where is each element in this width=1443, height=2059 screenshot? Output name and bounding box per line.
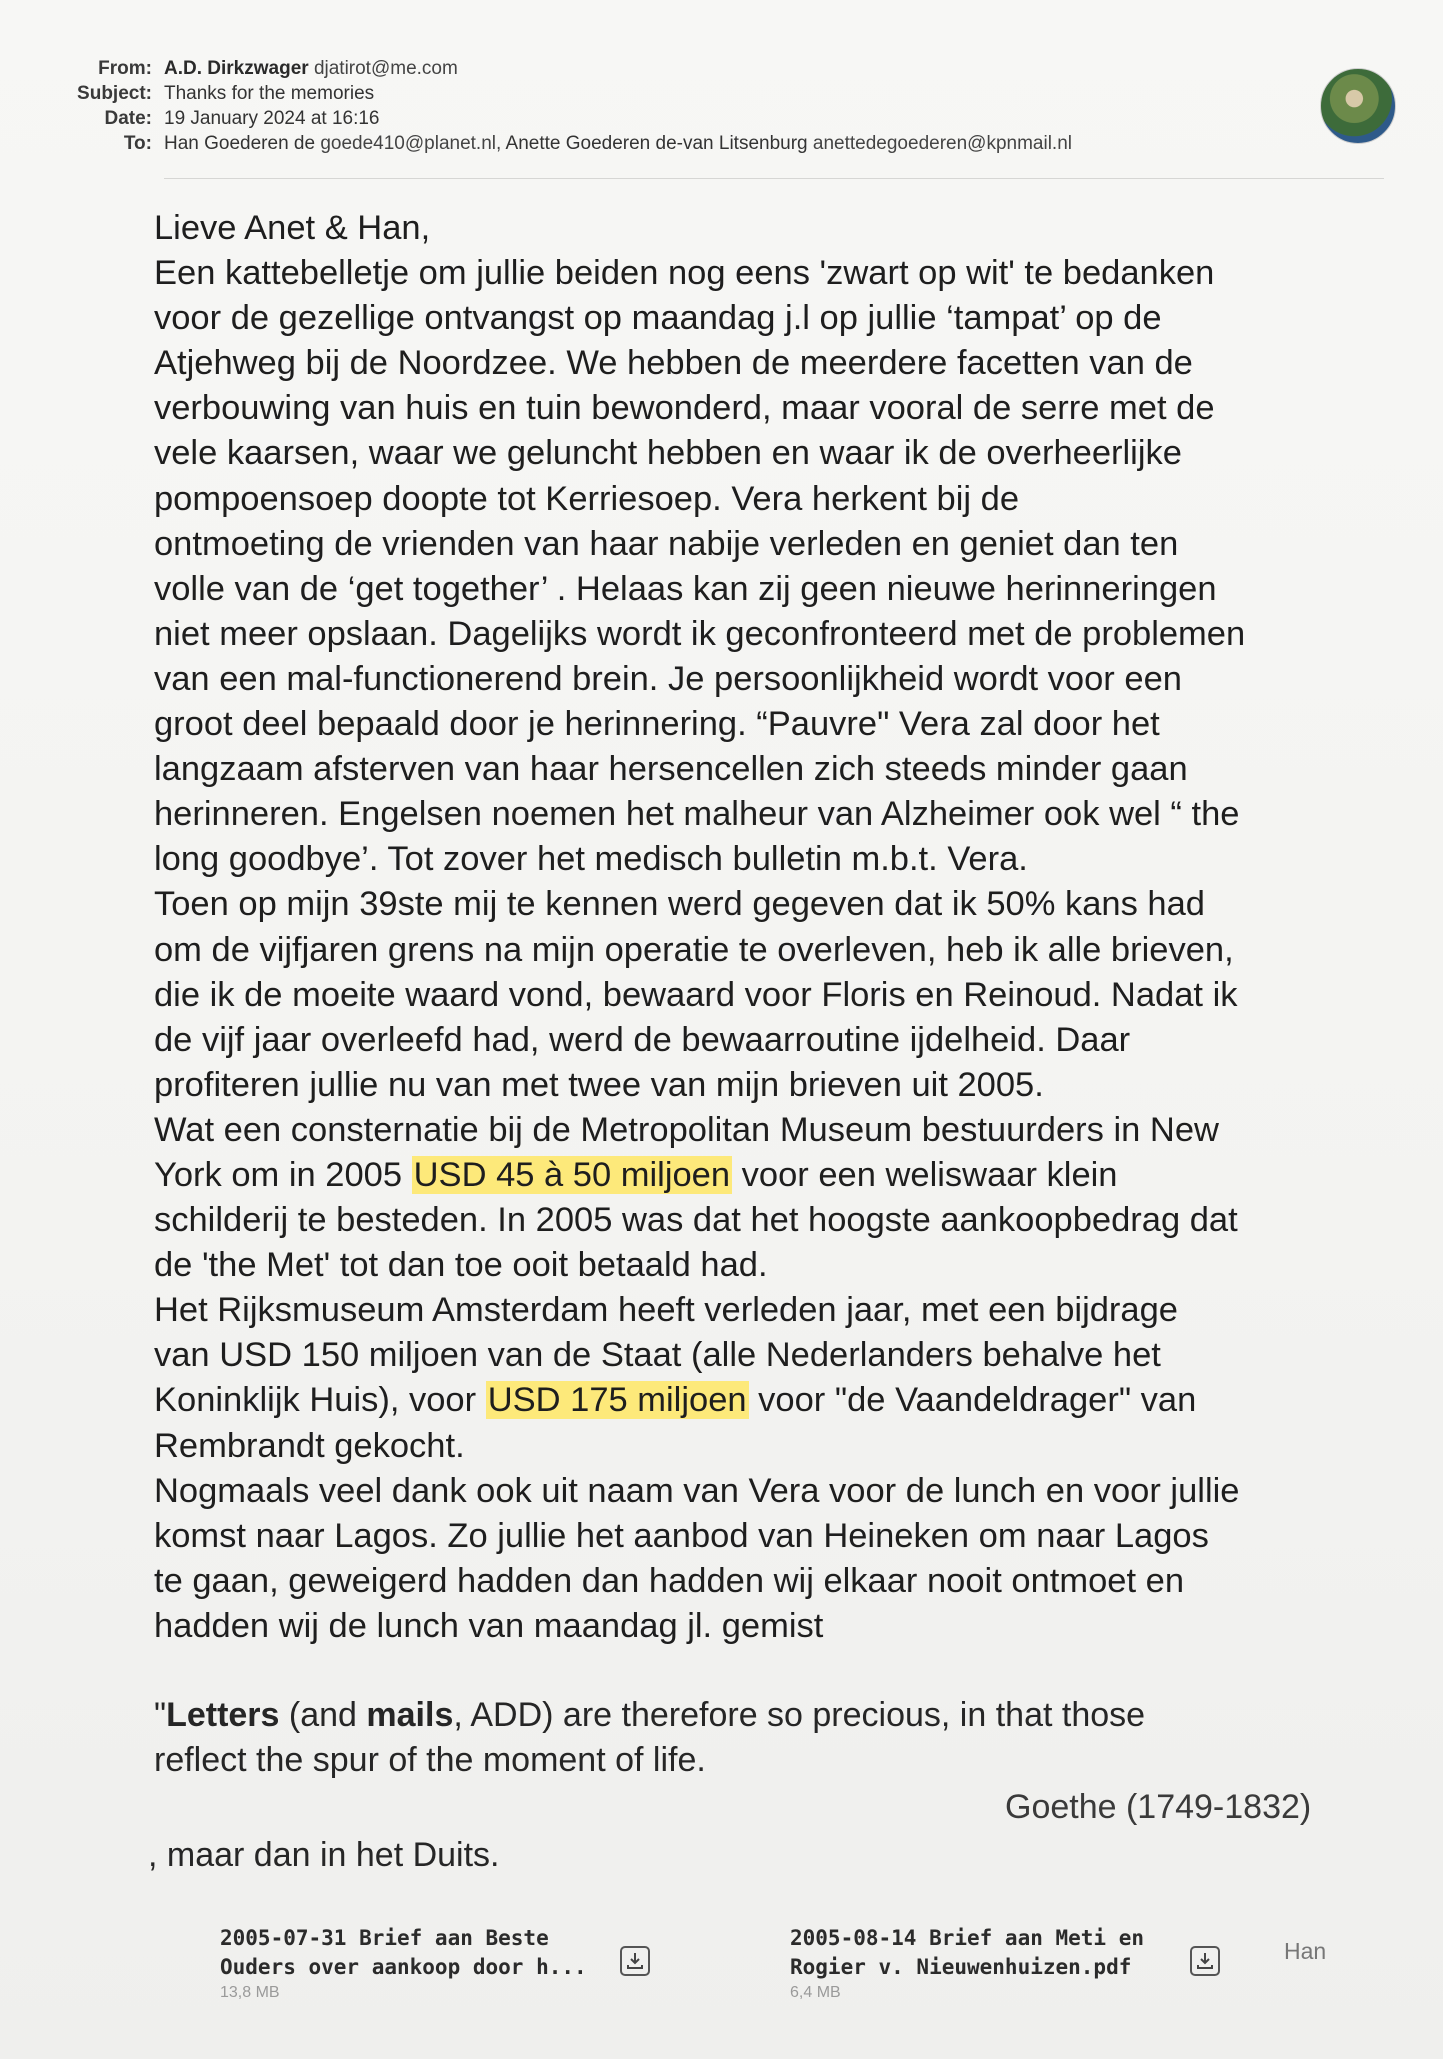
closing-remark: , maar dan in het Duits. — [148, 1836, 500, 1874]
attachment-1[interactable] — [220, 1924, 587, 2002]
sender-email[interactable]: djatirot@me.com — [313, 58, 458, 79]
to-row — [40, 133, 1340, 158]
body-line: volle van de ‘get together’ . Helaas kan zij geen nieuwe herinneringen — [154, 569, 1217, 608]
attachment-1-name-line1[interactable]: 2005-07-31 Brief aan Beste — [220, 1926, 549, 1950]
body-line: profiteren jullie nu van met twee van mijn brieven uit 2005. — [154, 1065, 1044, 1104]
attachment-1-name-line2[interactable]: Ouders over aankoop door h... — [220, 1955, 587, 1979]
body-line: Toen op mijn 39ste mij te kennen werd gegeven dat ik 50% kans had — [154, 885, 1205, 924]
body-line: Lieve Anet & Han, — [154, 209, 431, 247]
recipient-2-name[interactable]: Anette Goederen de-van Litsenburg — [505, 133, 808, 154]
date-label: Date: — [104, 108, 152, 129]
attachment-2-name-line2[interactable]: Rogier v. Nieuwenhuizen.pdf — [790, 1955, 1132, 1979]
body-line: van een mal-functionerend brein. Je persoonlijkheid wordt voor een — [154, 659, 1182, 698]
sender-name[interactable]: A.D. Dirkzwager — [164, 58, 309, 79]
body-line: groot deel bepaald door je herinnering. “Pauvre" Vera zal door het — [154, 705, 1160, 744]
recipient-2-email[interactable]: anettedegoederen@kpnmail.nl — [812, 133, 1072, 154]
body-line: Rembrandt gekocht. — [154, 1426, 465, 1465]
subject-label: Subject: — [77, 83, 152, 104]
download-icon[interactable] — [1190, 1946, 1220, 1976]
from-label: From: — [98, 58, 152, 79]
body-line: die ik de moeite waard vond, bewaard voor Floris en Reinoud. Nadat ik — [154, 975, 1238, 1014]
to-label: To: — [123, 133, 152, 154]
subject-row — [40, 83, 1340, 108]
body-line: Nogmaals veel dank ook uit naam van Vera voor de lunch en voor jullie — [154, 1471, 1240, 1510]
body-line: de vijf jaar overleefd had, werd de bewaarroutine ijdelheid. Daar — [154, 1020, 1131, 1059]
body-line: hadden wij de lunch van maandag jl. gemist — [154, 1606, 824, 1645]
body-line: van USD 150 miljoen van de Staat (alle Nederlanders behalve het — [154, 1336, 1161, 1375]
body-line: schilderij te besteden. In 2005 was dat het hoogste aankoopbedrag dat — [154, 1201, 1238, 1240]
body-line: verbouwing van huis en tuin bewonderd, maar vooral de serre met de — [154, 389, 1215, 428]
body-line: long goodbye’. Tot zover het medisch bulletin m.b.t. Vera. — [154, 840, 1028, 879]
body-line: Wat een consternatie bij de Metropolitan Museum bestuurders in New — [154, 1110, 1219, 1149]
from-row — [40, 58, 1340, 83]
signature-han: Han — [1284, 1938, 1327, 1964]
body-line-highlight-2: Koninklijk Huis), voor USD 175 miljoen voor "de Vaandeldrager" van — [154, 1381, 1197, 1420]
header-divider — [164, 178, 1384, 179]
date-text: 19 January 2024 at 16:16 — [164, 108, 380, 129]
body-line: ontmoeting de vrienden van haar nabije verleden en geniet dan ten — [154, 524, 1179, 563]
body-line: langzaam afsterven van haar hersencellen zich steeds minder gaan — [154, 750, 1188, 789]
recipient-1-email[interactable]: goede410@planet.nl, — [320, 133, 502, 154]
email-body — [154, 206, 1394, 1783]
attachment-2-size: 6,4 MB — [790, 1984, 841, 2001]
highlight-amount-met: USD 45 à 50 miljoen — [413, 1155, 731, 1194]
recipient-1-name[interactable]: Han Goederen de — [164, 133, 316, 154]
paragraph-gap — [154, 1649, 1394, 1693]
attachment-1-size: 13,8 MB — [220, 1984, 280, 2001]
subject-text: Thanks for the memories — [164, 83, 375, 104]
quote-author: Goethe (1749-1832) — [1005, 1788, 1312, 1826]
body-line: pompoensoep doopte tot Kerriesoep. Vera herkent bij de — [154, 479, 1020, 518]
body-line: Atjehweg bij de Noordzee. We hebben de meerdere facetten van de — [154, 344, 1193, 383]
date-row — [40, 108, 1340, 133]
quote-line-1: "Letters (and mails, ADD) are therefore so precious, in that those — [154, 1696, 1146, 1734]
download-icon[interactable] — [620, 1946, 650, 1976]
sender-avatar[interactable] — [1320, 68, 1396, 144]
body-line: om de vijfjaren grens na mijn operatie te overleven, heb ik alle brieven, — [154, 930, 1234, 969]
highlight-amount-rijksmuseum: USD 175 miljoen — [487, 1381, 747, 1420]
attachment-2-name-line1[interactable]: 2005-08-14 Brief aan Meti en — [790, 1926, 1145, 1950]
body-line: vele kaarsen, waar we geluncht hebben en waar ik de overheerlijke — [154, 434, 1182, 473]
body-line: voor de gezellige ontvangst op maandag j.l op jullie ‘tampat’ op de — [154, 299, 1162, 338]
body-line: komst naar Lagos. Zo jullie het aanbod van Heineken om naar Lagos — [154, 1516, 1209, 1555]
body-line: de 'the Met' tot dan toe ooit betaald had. — [154, 1246, 768, 1285]
body-line: te gaan, geweigerd hadden dan hadden wij elkaar nooit ontmoet en — [154, 1561, 1185, 1600]
body-line-highlight-1: York om in 2005 USD 45 à 50 miljoen voor een weliswaar klein — [154, 1155, 1118, 1194]
body-line: herinneren. Engelsen noemen het malheur van Alzheimer ook wel “ the — [154, 795, 1240, 834]
attachment-2[interactable] — [790, 1924, 1144, 2002]
quote-line-2: reflect the spur of the moment of life. — [154, 1741, 706, 1779]
body-line: niet meer opslaan. Dagelijks wordt ik geconfronteerd met de problemen — [154, 614, 1246, 653]
body-line: Een kattebelletje om jullie beiden nog eens 'zwart op wit' te bedanken — [154, 254, 1215, 293]
body-line: Het Rijksmuseum Amsterdam heeft verleden jaar, met een bijdrage — [154, 1291, 1178, 1330]
email-header — [40, 58, 1340, 158]
